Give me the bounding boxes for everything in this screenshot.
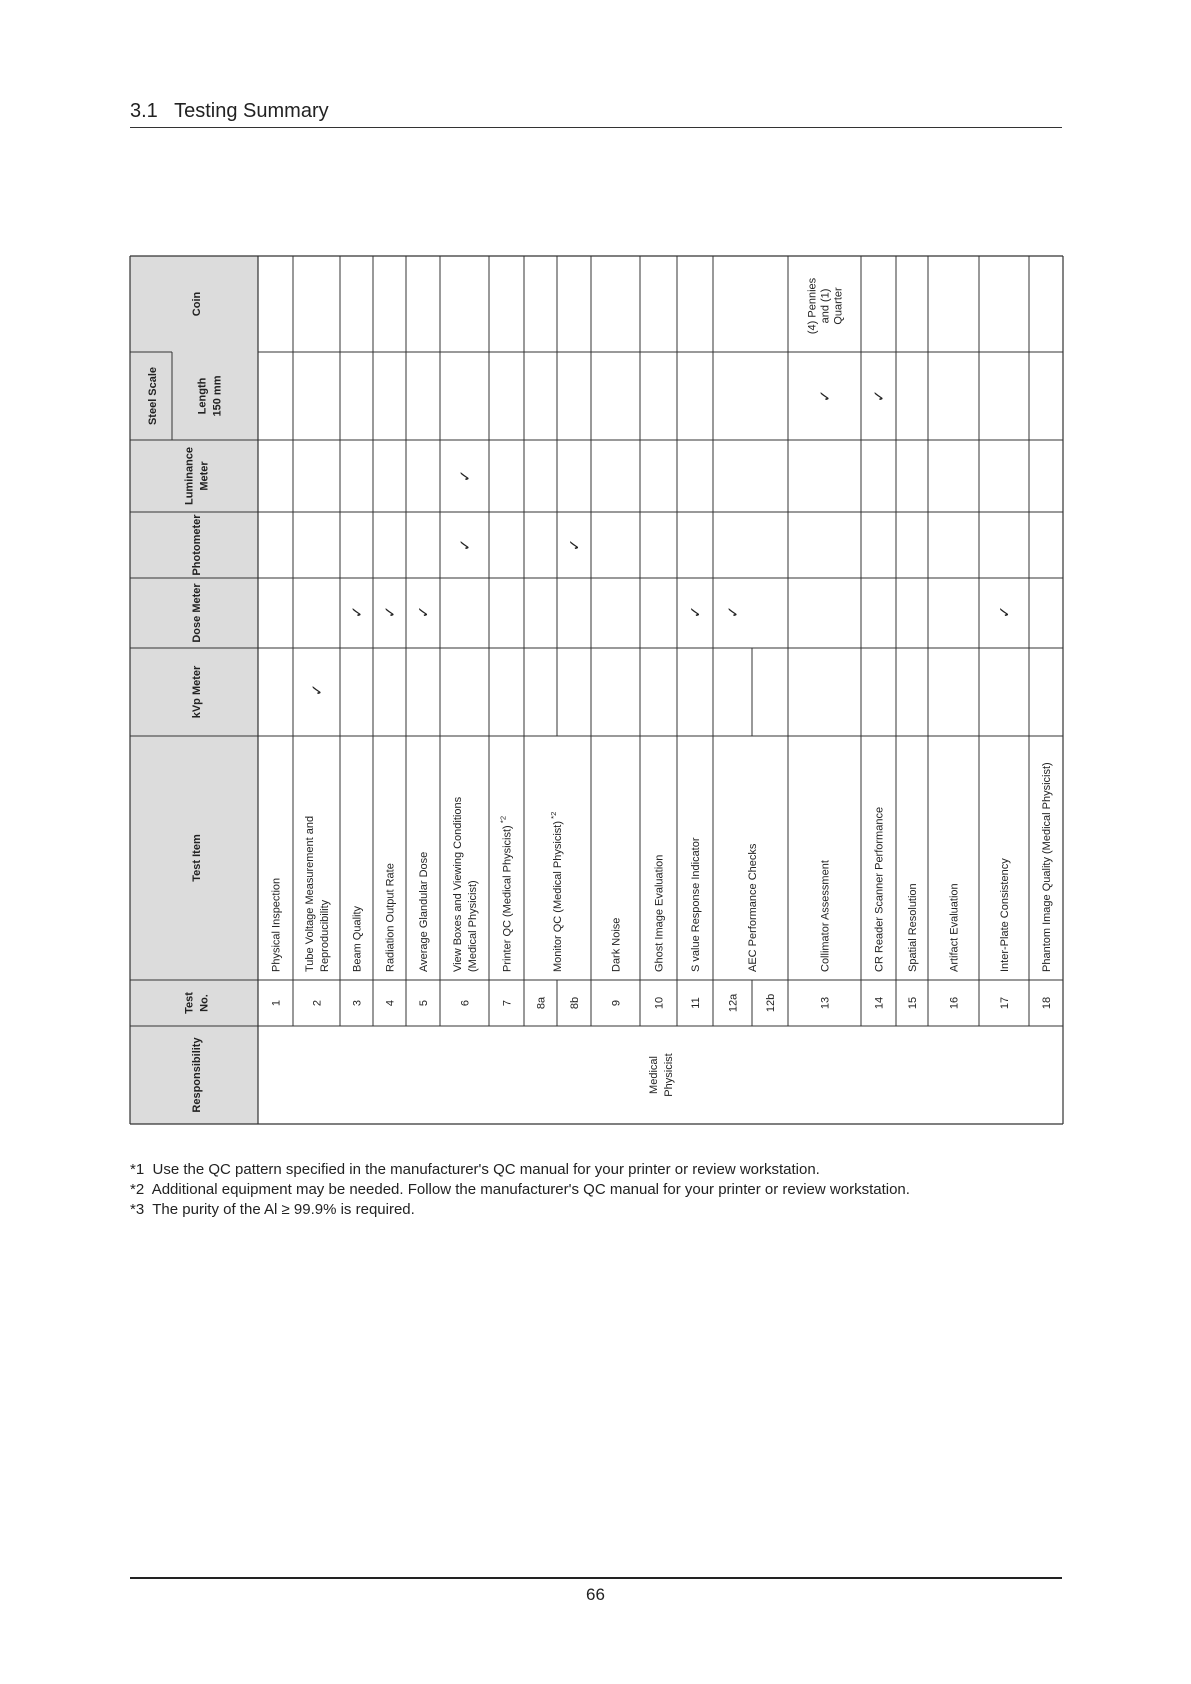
test-item-12a-12b-line: AEC Performance Checks (746, 843, 759, 972)
test-item-3 (351, 905, 363, 972)
test-no-18-line: 18 (1040, 996, 1053, 1010)
check-mark-8b-photo-line: ✓ (566, 538, 584, 552)
test-no-1 (270, 1000, 282, 1006)
header-length-line: Length (196, 377, 209, 415)
header-photometer-line: Photometer (190, 514, 203, 576)
test-no-11 (690, 997, 702, 1008)
header-dose-meter-line: Dose Meter (190, 583, 203, 643)
test-no-11-line: 11 (689, 997, 702, 1009)
test-no-10 (653, 997, 665, 1009)
test-no-13 (819, 997, 831, 1009)
check-mark-8b-photo (566, 539, 583, 552)
check-mark-11-dose (687, 606, 704, 619)
test-no-6 (459, 1000, 471, 1006)
test-no-8b-line: 8b (568, 996, 581, 1010)
responsibility-medical-physicist (648, 1053, 675, 1096)
check-mark-14-steel (871, 390, 888, 403)
test-item-11-line: S value Response Indicator (689, 837, 702, 972)
check-mark-4-dose-line: ✓ (381, 605, 399, 619)
test-no-1-line: 1 (270, 999, 283, 1007)
test-no-14 (873, 997, 885, 1009)
test-item-13 (819, 860, 831, 972)
test-item-7-line: Printer QC (Medical Physicist) $^{*2}$ (498, 815, 514, 972)
test-item-16-line: Artifact Evaluation (948, 883, 961, 972)
test-no-6-line: 6 (459, 999, 472, 1007)
test-item-1 (270, 878, 282, 972)
test-no-2 (311, 1000, 323, 1006)
test-item-6-line: View Boxes and Viewing Conditions (451, 796, 464, 972)
footnote-1: *1 Use the QC pattern specified in the manufacturer's QC manual for your printer or review workstation. (130, 1161, 820, 1178)
test-item-12a-12b (747, 843, 759, 972)
check-mark-5-dose-line: ✓ (415, 605, 433, 619)
check-mark-2-kvp (309, 684, 326, 697)
footer-rule (130, 1577, 1062, 1579)
header-dose-meter (191, 583, 203, 643)
check-mark-4-dose (382, 606, 399, 619)
test-item-18-line: Phantom Image Quality (Medical Physicist) (1040, 762, 1053, 972)
test-no-13-line: 13 (819, 996, 832, 1010)
test-no-7-line: 7 (501, 999, 514, 1007)
header-test-no-line: Test (183, 992, 196, 1014)
test-item-6 (452, 796, 479, 972)
test-no-16 (948, 997, 960, 1009)
test-item-10 (653, 855, 665, 972)
test-no-17 (999, 997, 1011, 1009)
test-item-13-line: Collimator Assessment (819, 860, 832, 972)
test-item-9 (610, 918, 622, 972)
test-no-5-line: 5 (417, 999, 430, 1007)
header-test-item-line: Test Item (190, 834, 203, 882)
test-no-18 (1041, 997, 1053, 1009)
test-no-3 (351, 1000, 363, 1006)
test-item-4 (384, 863, 396, 972)
test-no-8a (535, 996, 547, 1009)
coin-note-13-line: (4) Pennies (806, 277, 819, 335)
check-mark-17-dose (996, 606, 1013, 619)
coin-note-13 (806, 277, 844, 334)
test-no-12a (727, 993, 739, 1012)
test-item-17-line: Inter-Plate Consistency (998, 858, 1011, 972)
test-no-9 (610, 1000, 622, 1006)
test-item-9-line: Dark Noise (610, 917, 623, 972)
header-coin (191, 292, 203, 317)
test-no-12b (765, 994, 777, 1012)
footnotes (130, 1160, 910, 1220)
test-item-16 (948, 883, 960, 972)
test-item-11 (690, 837, 702, 972)
header-kvp-meter-line: kVp Meter (190, 665, 203, 719)
test-item-5-line: Average Glandular Dose (417, 851, 430, 972)
test-no-15 (907, 997, 919, 1009)
check-mark-6-photo-line: ✓ (456, 538, 474, 552)
test-item-7 (498, 816, 513, 972)
test-no-15-line: 15 (906, 996, 919, 1010)
test-item-4-line: Radiation Output Rate (384, 863, 397, 972)
test-no-8a-line: 8a (535, 996, 548, 1010)
test-no-12a-line: 12a (727, 993, 740, 1013)
check-mark-6-lum (457, 470, 474, 483)
header-steel-scale (147, 367, 159, 425)
test-item-18 (1041, 762, 1053, 972)
test-item-14 (873, 807, 885, 972)
test-no-14-line: 14 (873, 996, 886, 1010)
test-no-5 (418, 1000, 430, 1006)
test-no-10-line: 10 (653, 996, 666, 1010)
page-number: 66 (586, 1585, 605, 1604)
header-coin-line: Coin (190, 291, 203, 317)
test-item-1-line: Physical Inspection (270, 877, 283, 972)
check-mark-12a-dose (725, 606, 742, 619)
check-mark-13-steel (817, 390, 834, 403)
header-test-item (191, 834, 203, 882)
header-luminance-meter-line: Meter (198, 461, 211, 491)
footnote-3: *3 The purity of the Al ≥ 99.9% is required. (130, 1201, 415, 1218)
check-mark-2-kvp-line: ✓ (308, 683, 326, 697)
check-mark-3-dose-line: ✓ (348, 605, 366, 619)
check-mark-14-steel-line: ✓ (870, 389, 888, 403)
check-mark-6-photo (457, 539, 474, 552)
responsibility-medical-physicist-line: Medical (647, 1056, 660, 1094)
test-item-17 (999, 858, 1011, 972)
coin-note-13-line: and (1) (819, 288, 832, 324)
check-mark-6-lum-line: ✓ (456, 469, 474, 483)
test-item-2-line: Reproducibility (318, 899, 331, 972)
section-title: Testing Summary (174, 100, 329, 122)
header-luminance-meter-line: Luminance (183, 446, 196, 506)
test-no-8b (569, 997, 581, 1009)
check-mark-13-steel-line: ✓ (816, 389, 834, 403)
test-no-3-line: 3 (351, 999, 364, 1007)
header-photometer (191, 514, 203, 576)
footnote-2: *2 Additional equipment may be needed. Follow the manufacturer's QC manual for your printer or review workstation. (130, 1181, 910, 1198)
header-steel-scale-line: Steel Scale (146, 366, 159, 426)
test-no-4-line: 4 (384, 999, 397, 1007)
coin-note-13-line: Quarter (832, 287, 845, 325)
section-number: 3.1 (130, 100, 158, 122)
header-test-no-line: No. (198, 994, 211, 1012)
test-item-3-line: Beam Quality (351, 905, 364, 972)
test-no-17-line: 17 (998, 996, 1011, 1010)
test-item-15 (907, 883, 919, 972)
test-item-8a-8b (549, 812, 564, 972)
test-item-6-line: (Medical Physicist) (466, 880, 479, 972)
test-no-4 (384, 1000, 396, 1006)
check-mark-11-dose-line: ✓ (687, 605, 705, 619)
test-no-9-line: 9 (610, 999, 623, 1007)
check-mark-5-dose (415, 606, 432, 619)
responsibility-medical-physicist-line: Physicist (662, 1053, 675, 1097)
test-item-14-line: CR Reader Scanner Performance (873, 806, 886, 972)
check-mark-12a-dose-line: ✓ (724, 605, 742, 619)
test-item-2 (304, 816, 331, 972)
check-mark-17-dose-line: ✓ (996, 605, 1014, 619)
header-responsibility (191, 1037, 203, 1113)
header-kvp-meter (191, 665, 203, 718)
test-no-16-line: 16 (948, 996, 961, 1010)
test-item-15-line: Spatial Resolution (906, 883, 919, 972)
test-no-7 (501, 1000, 513, 1006)
check-mark-3-dose (349, 606, 366, 619)
test-no-12b-line: 12b (764, 993, 777, 1013)
header-responsibility-line: Responsibility (190, 1037, 203, 1113)
test-item-8a-8b-line: Monitor QC (Medical Physicist) $^{*2}$ (548, 811, 564, 972)
test-item-10-line: Ghost Image Evaluation (653, 854, 666, 972)
test-no-2-line: 2 (311, 999, 324, 1007)
test-item-5 (418, 852, 430, 972)
test-item-2-line: Tube Voltage Measurement and (303, 815, 316, 972)
header-length-line: 150 mm (211, 375, 224, 417)
